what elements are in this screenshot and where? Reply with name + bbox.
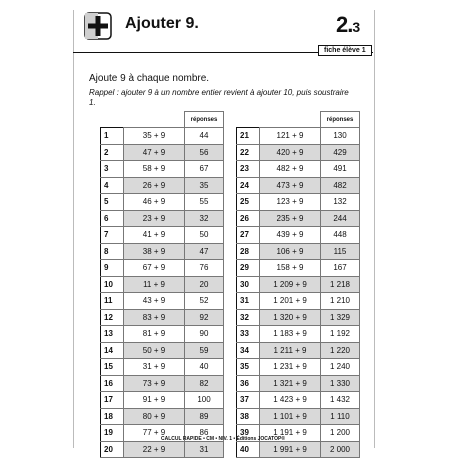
expression-cell: 121 + 9 — [260, 128, 321, 145]
expression-cell: 439 + 9 — [260, 227, 321, 244]
answer-cell: 32 — [185, 210, 224, 227]
expression-cell: 77 + 9 — [124, 425, 185, 442]
expression-cell: 1 183 + 9 — [260, 326, 321, 343]
row-number: 15 — [101, 359, 124, 376]
expression-cell: 83 + 9 — [124, 309, 185, 326]
plus-icon — [84, 12, 112, 40]
table-row — [101, 144, 224, 161]
table-row — [237, 144, 360, 161]
chapter-sub: 3 — [352, 19, 360, 35]
expression-cell: 235 + 9 — [260, 210, 321, 227]
exercise-table-right — [236, 111, 360, 458]
answer-cell: 89 — [185, 408, 224, 425]
row-number: 30 — [237, 276, 260, 293]
table-row — [101, 342, 224, 359]
answer-cell: 92 — [185, 309, 224, 326]
row-number: 34 — [237, 342, 260, 359]
answer-cell: 429 — [321, 144, 360, 161]
row-number: 4 — [101, 177, 124, 194]
table-row — [237, 342, 360, 359]
row-number: 28 — [237, 243, 260, 260]
row-number: 24 — [237, 177, 260, 194]
row-number: 6 — [101, 210, 124, 227]
answer-cell: 31 — [185, 441, 224, 458]
table-row — [101, 243, 224, 260]
row-number: 12 — [101, 309, 124, 326]
answer-cell: 115 — [321, 243, 360, 260]
table-row — [237, 392, 360, 409]
answer-cell: 55 — [185, 194, 224, 211]
answer-cell: 67 — [185, 161, 224, 178]
expression-cell: 420 + 9 — [260, 144, 321, 161]
expression-cell: 46 + 9 — [124, 194, 185, 211]
chapter-number — [336, 12, 359, 38]
answer-cell: 35 — [185, 177, 224, 194]
answer-cell: 1 432 — [321, 392, 360, 409]
answer-cell: 482 — [321, 177, 360, 194]
expression-cell: 11 + 9 — [124, 276, 185, 293]
expression-cell: 1 209 + 9 — [260, 276, 321, 293]
answer-cell: 52 — [185, 293, 224, 310]
row-number: 35 — [237, 359, 260, 376]
row-number: 1 — [101, 128, 124, 145]
expression-cell: 38 + 9 — [124, 243, 185, 260]
row-number: 31 — [237, 293, 260, 310]
expression-cell: 106 + 9 — [260, 243, 321, 260]
row-number: 18 — [101, 408, 124, 425]
row-number: 20 — [101, 441, 124, 458]
table-row — [237, 227, 360, 244]
expression-cell: 1 423 + 9 — [260, 392, 321, 409]
expression-cell: 23 + 9 — [124, 210, 185, 227]
answer-cell: 1 110 — [321, 408, 360, 425]
table-row — [237, 326, 360, 343]
expression-cell: 58 + 9 — [124, 161, 185, 178]
row-number: 5 — [101, 194, 124, 211]
table-row — [237, 194, 360, 211]
expression-cell: 473 + 9 — [260, 177, 321, 194]
table-row — [237, 243, 360, 260]
expression-cell: 1 211 + 9 — [260, 342, 321, 359]
table-row — [101, 293, 224, 310]
row-number: 17 — [101, 392, 124, 409]
instruction-text: Ajoute 9 à chaque nombre. — [89, 73, 210, 84]
expression-cell: 1 201 + 9 — [260, 293, 321, 310]
table-row — [101, 177, 224, 194]
table-row — [101, 375, 224, 392]
table-row — [237, 276, 360, 293]
answer-cell: 100 — [185, 392, 224, 409]
expression-cell: 22 + 9 — [124, 441, 185, 458]
row-number: 14 — [101, 342, 124, 359]
table-row — [101, 227, 224, 244]
expression-cell: 1 231 + 9 — [260, 359, 321, 376]
expression-cell: 1 991 + 9 — [260, 441, 321, 458]
table-row — [237, 177, 360, 194]
answer-cell: 448 — [321, 227, 360, 244]
answer-cell: 244 — [321, 210, 360, 227]
answer-cell: 1 192 — [321, 326, 360, 343]
answer-cell: 1 330 — [321, 375, 360, 392]
expression-cell: 43 + 9 — [124, 293, 185, 310]
expression-cell: 123 + 9 — [260, 194, 321, 211]
table-row — [101, 326, 224, 343]
table-row — [101, 210, 224, 227]
expression-cell: 80 + 9 — [124, 408, 185, 425]
page-title: Ajouter 9. — [125, 15, 199, 32]
table-row — [237, 408, 360, 425]
expression-cell: 158 + 9 — [260, 260, 321, 277]
answer-cell: 1 210 — [321, 293, 360, 310]
table-row — [101, 359, 224, 376]
row-number: 21 — [237, 128, 260, 145]
answer-cell: 56 — [185, 144, 224, 161]
answer-cell: 2 000 — [321, 441, 360, 458]
answer-cell: 59 — [185, 342, 224, 359]
table-row — [237, 293, 360, 310]
chapter-main: 2. — [336, 12, 353, 37]
row-number: 40 — [237, 441, 260, 458]
answer-cell: 76 — [185, 260, 224, 277]
row-number: 7 — [101, 227, 124, 244]
row-number: 38 — [237, 408, 260, 425]
expression-cell: 73 + 9 — [124, 375, 185, 392]
answer-cell: 1 220 — [321, 342, 360, 359]
answer-cell: 47 — [185, 243, 224, 260]
table-row — [237, 210, 360, 227]
expression-cell: 81 + 9 — [124, 326, 185, 343]
answer-cell: 82 — [185, 375, 224, 392]
answer-cell: 491 — [321, 161, 360, 178]
answer-cell: 132 — [321, 194, 360, 211]
expression-cell: 1 321 + 9 — [260, 375, 321, 392]
expression-cell: 91 + 9 — [124, 392, 185, 409]
table-header-row — [101, 112, 224, 128]
row-number: 32 — [237, 309, 260, 326]
expression-cell: 35 + 9 — [124, 128, 185, 145]
row-number: 19 — [101, 425, 124, 442]
table-row — [101, 161, 224, 178]
table-row — [101, 194, 224, 211]
table-row — [101, 309, 224, 326]
row-number: 39 — [237, 425, 260, 442]
expression-cell: 50 + 9 — [124, 342, 185, 359]
table-row — [237, 309, 360, 326]
row-number: 8 — [101, 243, 124, 260]
expression-cell: 31 + 9 — [124, 359, 185, 376]
table-row — [101, 260, 224, 277]
answers-header: réponses — [321, 112, 360, 128]
expression-cell: 1 101 + 9 — [260, 408, 321, 425]
row-number: 2 — [101, 144, 124, 161]
table-row — [237, 260, 360, 277]
answer-cell: 1 200 — [321, 425, 360, 442]
rappel-text: Rappel : ajouter 9 à un nombre entier revient à ajouter 10, puis soustraire 1. — [89, 88, 349, 107]
row-number: 22 — [237, 144, 260, 161]
answer-cell: 86 — [185, 425, 224, 442]
answer-cell: 40 — [185, 359, 224, 376]
expression-cell: 1 320 + 9 — [260, 309, 321, 326]
row-number: 16 — [101, 375, 124, 392]
row-number: 11 — [101, 293, 124, 310]
row-number: 26 — [237, 210, 260, 227]
answer-cell: 1 240 — [321, 359, 360, 376]
row-number: 3 — [101, 161, 124, 178]
answer-cell: 90 — [185, 326, 224, 343]
answer-cell: 1 218 — [321, 276, 360, 293]
footer-text: CALCUL RAPIDE • CM • NIV. 1 • Éditions JOCATOP® — [160, 436, 286, 442]
table-header-row — [237, 112, 360, 128]
expression-cell: 482 + 9 — [260, 161, 321, 178]
table-row — [237, 161, 360, 178]
table-row — [101, 276, 224, 293]
table-row — [237, 128, 360, 145]
expression-cell: 41 + 9 — [124, 227, 185, 244]
row-number: 23 — [237, 161, 260, 178]
row-number: 29 — [237, 260, 260, 277]
row-number: 36 — [237, 375, 260, 392]
answer-cell: 1 329 — [321, 309, 360, 326]
answer-cell: 50 — [185, 227, 224, 244]
answer-cell: 44 — [185, 128, 224, 145]
table-row — [237, 375, 360, 392]
answer-cell: 167 — [321, 260, 360, 277]
answer-cell: 130 — [321, 128, 360, 145]
expression-cell: 47 + 9 — [124, 144, 185, 161]
expression-cell: 1 191 + 9 — [260, 425, 321, 442]
table-row — [237, 359, 360, 376]
row-number: 13 — [101, 326, 124, 343]
exercise-table-left — [100, 111, 224, 458]
table-row — [101, 408, 224, 425]
expression-cell: 67 + 9 — [124, 260, 185, 277]
expression-cell: 26 + 9 — [124, 177, 185, 194]
row-number: 9 — [101, 260, 124, 277]
row-number: 25 — [237, 194, 260, 211]
row-number: 10 — [101, 276, 124, 293]
table-row — [101, 128, 224, 145]
fiche-label: fiche élève 1 — [318, 45, 372, 56]
row-number: 27 — [237, 227, 260, 244]
answers-header: réponses — [185, 112, 224, 128]
table-row — [101, 392, 224, 409]
answer-cell: 20 — [185, 276, 224, 293]
row-number: 33 — [237, 326, 260, 343]
table-row — [101, 441, 224, 458]
row-number: 37 — [237, 392, 260, 409]
table-row — [237, 441, 360, 458]
